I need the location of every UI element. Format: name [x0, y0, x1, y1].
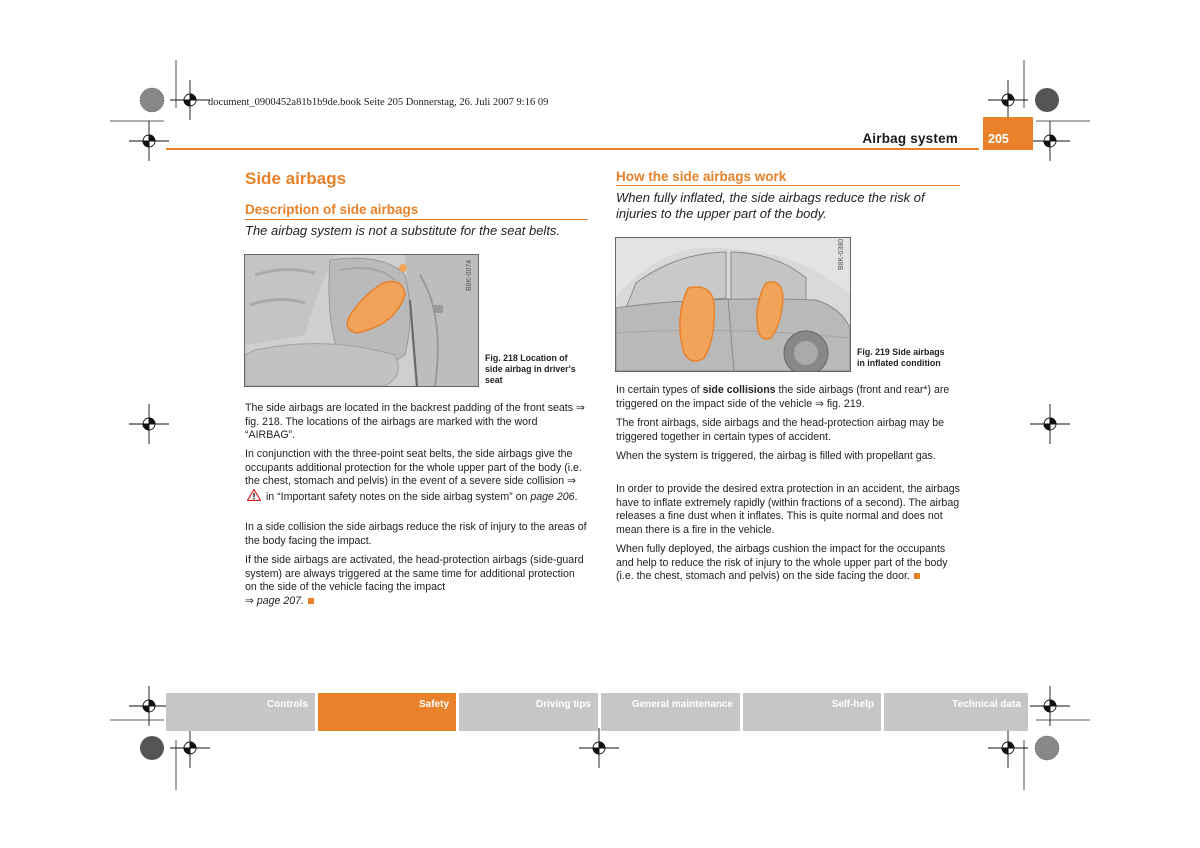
caption-line: in inflated condition: [857, 358, 941, 368]
print-job-info: document_0900452a81b1b9de.book Seite 205 Donnerstag, 26. Juli 2007 9:16 09: [208, 97, 549, 108]
section-intro: The airbag system is not a substitute for the seat belts.: [245, 223, 561, 238]
page-reference-link[interactable]: ⇒ page 207.: [245, 594, 304, 607]
inflated-airbags-illustration: [616, 238, 850, 371]
end-of-section-marker: [914, 573, 920, 579]
caption-line: seat: [485, 375, 503, 385]
paragraph-text: In certain types of: [616, 384, 703, 396]
paragraph: The front airbags, side airbags and the head-protection airbag may be triggered together in certain types of accident.: [616, 417, 945, 443]
paragraph-text: If the side airbags are activated, the head-protection airbags (side-guard system) are always triggered at the same time for additional protection on the side of the vehicle facing the impact: [245, 554, 584, 594]
page-reference-link[interactable]: page 206: [530, 490, 575, 503]
section-heading-how-it-works: How the side airbags work: [616, 169, 787, 184]
paragraph: In a side collision the side airbags reduce the risk of injury to the areas of the body facing the impact.: [245, 521, 587, 547]
chapter-tabs: [166, 693, 1028, 731]
paragraph-text: .: [574, 490, 578, 503]
warning-triangle-icon[interactable]: [247, 489, 261, 501]
caption-line: Fig. 219 Side airbags: [857, 347, 945, 357]
paragraph: In order to provide the desired extra protection in an accident, the airbags have to inflate extremely rapidly (within fractions of a second). The airbag releases a fine dust when it inflates. This is quite normal and does not mean there is a fire in the vehicle.: [616, 483, 960, 536]
tab-driving-tips[interactable]: Driving tips: [459, 693, 598, 731]
caption-line: side airbag in driver's: [485, 364, 576, 374]
header-rule: [166, 148, 979, 150]
paragraph-text: the side airbags (front and rear*) are triggered on the impact side of the vehicle ⇒ fig. 219.: [616, 384, 950, 410]
paragraph-text: When fully deployed, the airbags cushion the impact for the occupants and help to reduce the risk of injury to the whole upper part of the body (i.e. the chest, stomach and pelvis) on the side facing the door.: [616, 543, 948, 583]
figure-218-seat-airbag: [244, 254, 479, 387]
paragraph: The side airbags are located in the backrest padding of the front seats ⇒ fig. 218. The locations of the airbags are marked with the word “AIRBAG”.: [245, 402, 585, 442]
figure-caption: [857, 347, 945, 369]
paragraph: [245, 448, 588, 504]
tab-controls[interactable]: Controls: [166, 693, 315, 731]
paragraph-text: In conjunction with the three-point seat belts, the side airbags give the occupants additional protection for the whole upper part of the body (i.e. the chest, stomach and pelvis) in the event of a severe side collision ⇒: [245, 448, 582, 488]
caption-line: Fig. 218 Location of: [485, 353, 568, 363]
end-of-section-marker: [308, 598, 314, 604]
figure-caption: [485, 353, 576, 386]
tab-general-maintenance[interactable]: General maintenance: [601, 693, 740, 731]
seat-airbag-illustration: [245, 255, 478, 386]
tab-safety[interactable]: Safety: [318, 693, 456, 731]
figure-code: B8K-0380: [838, 238, 845, 270]
paragraph: [245, 554, 588, 608]
page-number: 205: [983, 117, 1033, 150]
paragraph: When the system is triggered, the airbag is filled with propellant gas.: [616, 450, 936, 462]
paragraph: [616, 543, 960, 584]
page-title: Side airbags: [245, 169, 347, 188]
section-heading-description: Description of side airbags: [245, 202, 419, 217]
tab-technical-data[interactable]: Technical data: [884, 693, 1028, 731]
tab-self-help[interactable]: Self-help: [743, 693, 881, 731]
section-title: Airbag system: [862, 131, 958, 146]
heading-rule: [245, 219, 588, 220]
paragraph-text: in “Important safety notes on the side airbag system” on: [265, 490, 531, 503]
section-intro: When fully inflated, the side airbags reduce the risk of injuries to the upper part of the body.: [616, 190, 925, 221]
emphasis-text: side collisions: [702, 384, 776, 396]
figure-code: B8K-0074: [466, 259, 473, 291]
paragraph: [616, 384, 960, 411]
heading-rule: [616, 185, 960, 186]
figure-219-inflated-airbags: [615, 237, 851, 372]
